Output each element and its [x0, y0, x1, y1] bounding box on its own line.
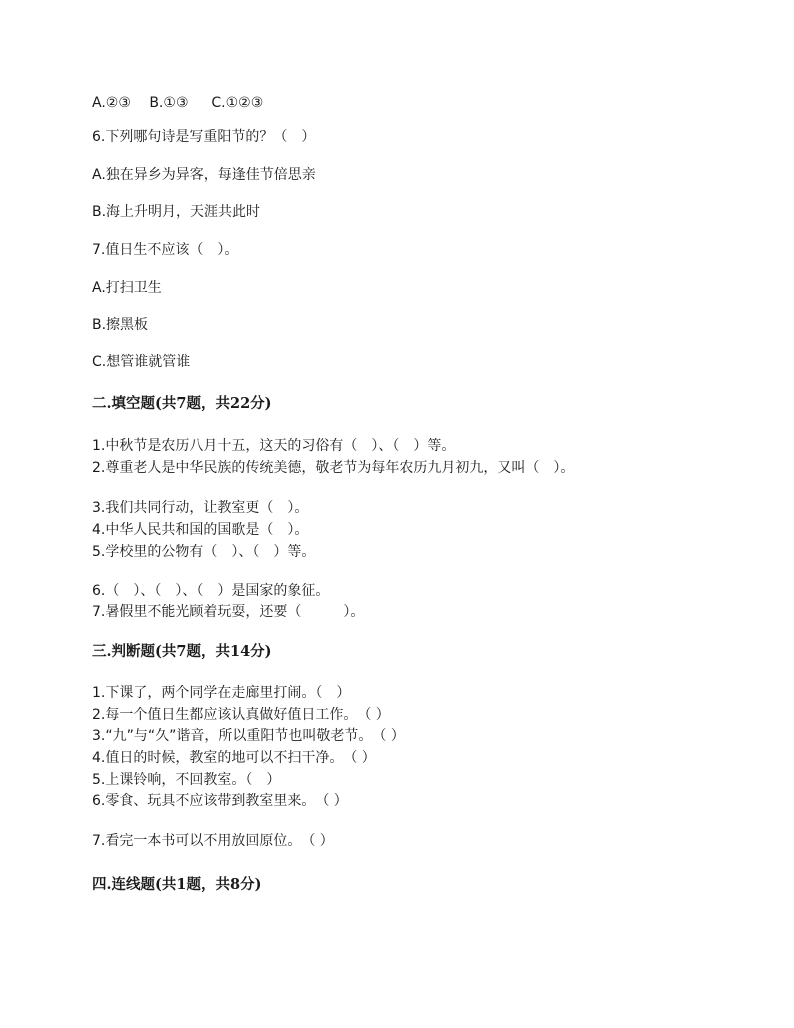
q6-option-a: A.独在异乡为异客，每逢佳节倍思亲 [92, 167, 316, 183]
judge-item-4: 4.值日的时候，教室的地可以不扫干净。 （ ） [92, 750, 376, 766]
fill-item-1: 1.中秋节是农历八月十五，这天的习俗有（ ）、（ ）等。 [92, 438, 456, 454]
judge-item-2: 2.每一个值日生都应该认真做好值日工作。 （ ） [92, 707, 390, 723]
q6-option-b: B.海上升明月，天涯共此时 [92, 204, 261, 220]
section4-title: 四.连线题(共1题，共8分) [92, 876, 262, 893]
judge-item-1: 1.下课了，两个同学在走廊里打闹。（ ） [92, 685, 351, 701]
section2-title: 二.填空题(共7题，共22分) [92, 395, 272, 412]
q6-stem: 6.下列哪句诗是写重阳节的？（ ） [92, 129, 316, 145]
q7-stem: 7.值日生不应该（ ）。 [92, 242, 239, 258]
q5-options: A.②③ B.①③ C.①②③ [92, 95, 264, 111]
q7-option-a: A.打扫卫生 [92, 280, 162, 296]
judge-item-3: 3.“九”与“久”谐音，所以重阳节也叫敬老节。 （ ） [92, 728, 405, 744]
judge-item-5: 5.上课铃响，不回教室。（ ） [92, 772, 281, 788]
fill-item-7: 7.暑假里不能光顾着玩耍，还要（ ）。 [92, 604, 365, 620]
q7-option-b: B.擦黑板 [92, 317, 149, 333]
q7-option-c: C.想管谁就管谁 [92, 354, 191, 370]
section3-title: 三.判断题(共7题，共14分) [92, 643, 272, 660]
judge-item-7: 7.看完一本书可以不用放回原位。 （ ） [92, 833, 334, 849]
fill-item-4: 4.中华人民共和国的国歌是（ ）。 [92, 522, 309, 538]
fill-item-3: 3.我们共同行动，让教室更（ ）。 [92, 500, 309, 516]
judge-item-6: 6.零食、玩具不应该带到教室里来。 （ ） [92, 793, 348, 809]
fill-item-6: 6.（ ）、（ ）、（ ）是国家的象征。 [92, 583, 330, 599]
fill-item-5: 5.学校里的公物有（ ）、（ ）等。 [92, 544, 316, 560]
fill-item-2: 2.尊重老人是中华民族的传统美德，敬老节为每年农历九月初九，又叫（ ）。 [92, 460, 575, 476]
